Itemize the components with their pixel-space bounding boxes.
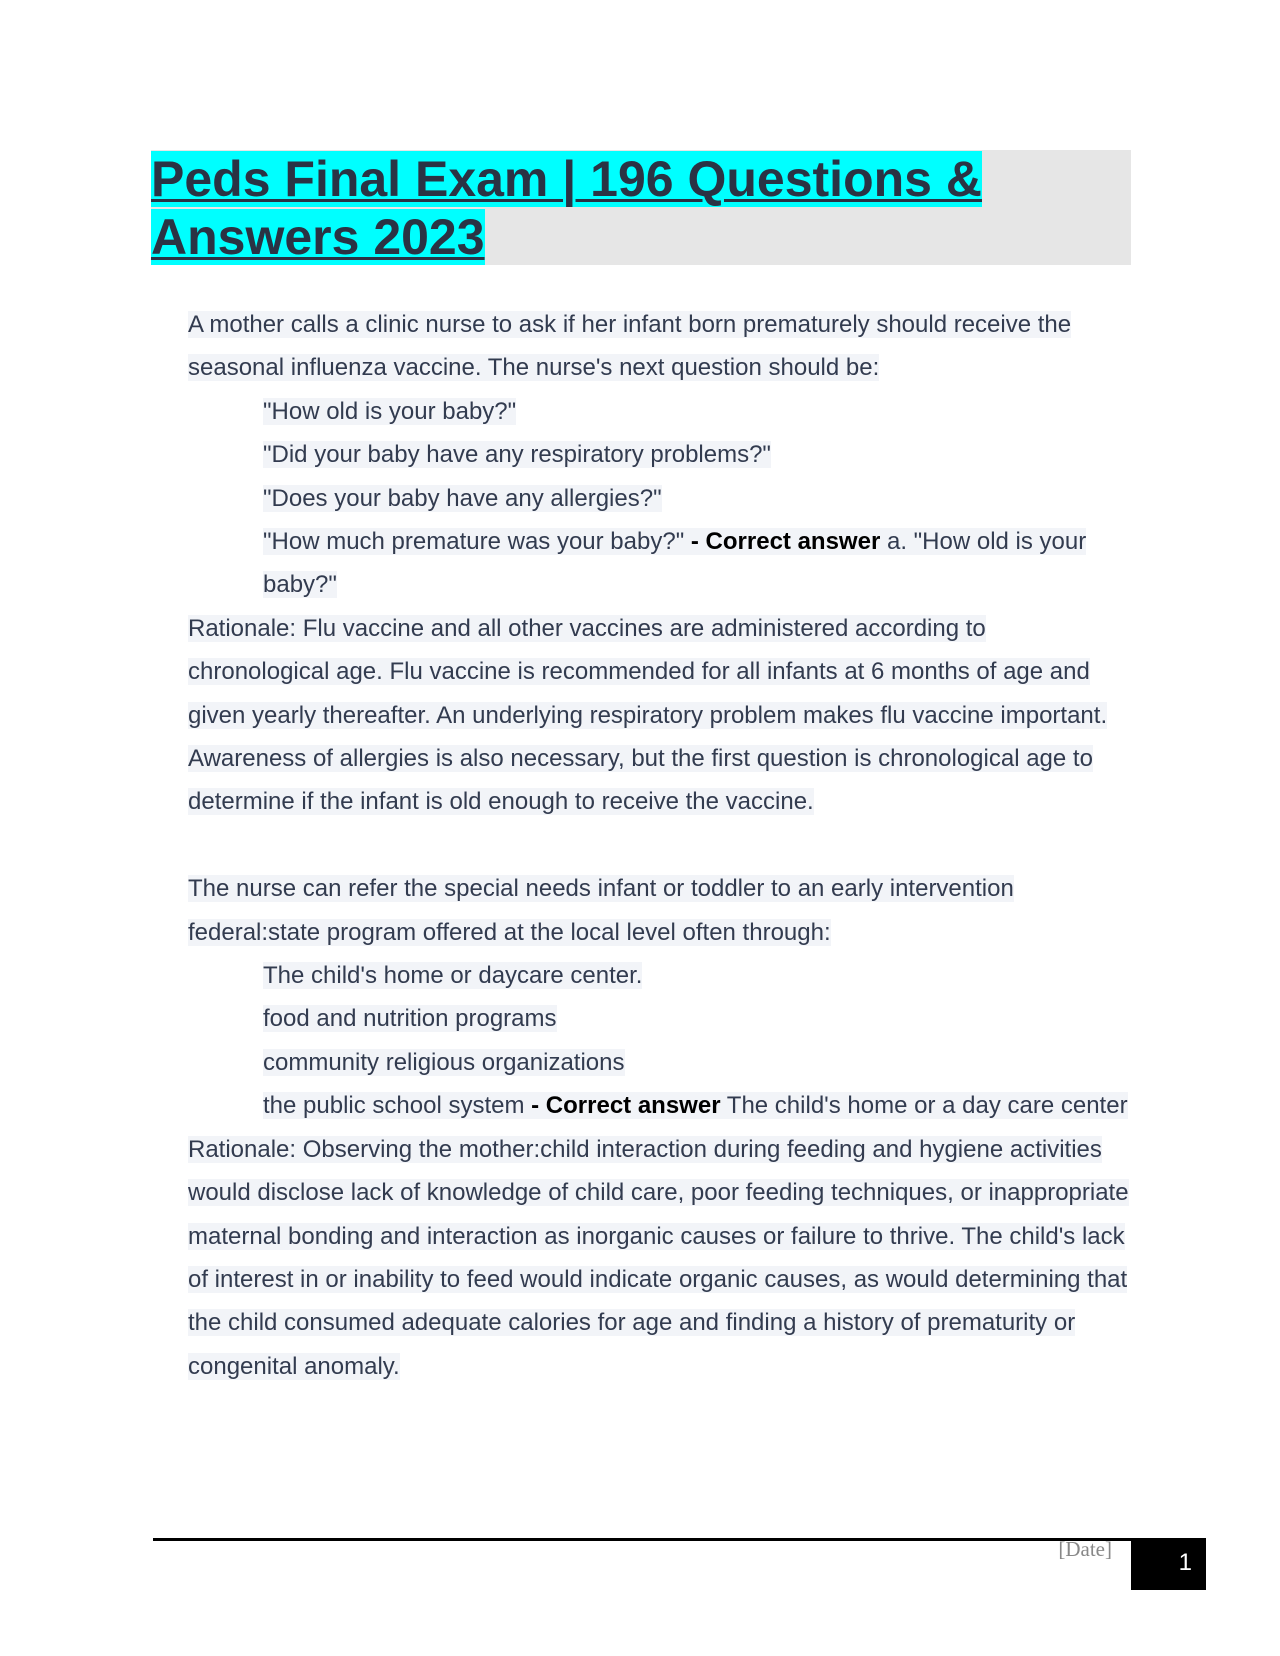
answer-option: community religious organizations — [263, 1048, 625, 1076]
answer-option-with-correct-answer: the public school system - Correct answer The child's home or a day care center — [263, 1092, 1128, 1120]
question-2 — [188, 867, 1133, 1388]
question-stem: The nurse can refer the special needs infant or toddler to an early intervention federal:state program offered at the local level often through: — [188, 875, 1014, 946]
document-body — [188, 303, 1133, 1388]
question-1 — [188, 303, 1133, 824]
page-number-box — [1131, 1538, 1206, 1590]
correct-answer-label: - Correct answer — [690, 528, 881, 556]
footer-date: [Date] — [1058, 1537, 1112, 1561]
spacer — [188, 824, 1133, 867]
footer-rule — [153, 1538, 1131, 1541]
answer-option: food and nutrition programs — [263, 1005, 557, 1033]
answer-option: "How old is your baby?" — [263, 397, 517, 425]
rationale: Rationale: Observing the mother:child interaction during feeding and hygiene activities would disclose lack of knowledge of child care, poor feeding techniques, or inappropriate maternal bonding and interaction as inorganic causes or failure to thrive. The child's lack of interest in or inability to feed would indicate organic causes, as would determining that the child consumed adequate calories for age and finding a history of prematurity or congenital anomaly. — [188, 1135, 1129, 1380]
document-title — [151, 150, 1011, 266]
correct-answer-text: The child's home or a day care center — [720, 1092, 1128, 1120]
answer-option-with-correct-answer: "How much premature was your baby?" - Correct answer a. "How old is your baby?" — [263, 528, 1087, 599]
answer-option: "Did your baby have any respiratory problems?" — [263, 441, 771, 469]
correct-answer-text: a. "How old is your baby?" — [263, 528, 1087, 599]
rationale: Rationale: Flu vaccine and all other vaccines are administered according to chronological age. Flu vaccine is recommended for all infants at 6 months of age and given yearly thereafter. An underlying respiratory problem makes flu vaccine important. Awareness of allergies is also necessary, but the first question is chronological age to determine if the infant is old enough to receive the vaccine. — [188, 614, 1108, 816]
page-number: 1 — [1178, 1549, 1192, 1576]
question-stem: A mother calls a clinic nurse to ask if her infant born prematurely should receive the seasonal influenza vaccine. The nurse's next question should be: — [188, 311, 1072, 382]
title-line-1: Peds Final Exam | 196 Questions & — [151, 151, 982, 207]
title-line-2: Answers 2023 — [151, 209, 485, 265]
answer-option: "Does your baby have any allergies?" — [263, 484, 662, 512]
answer-option: The child's home or daycare center. — [263, 962, 643, 990]
correct-answer-label: - Correct answer — [531, 1092, 721, 1120]
